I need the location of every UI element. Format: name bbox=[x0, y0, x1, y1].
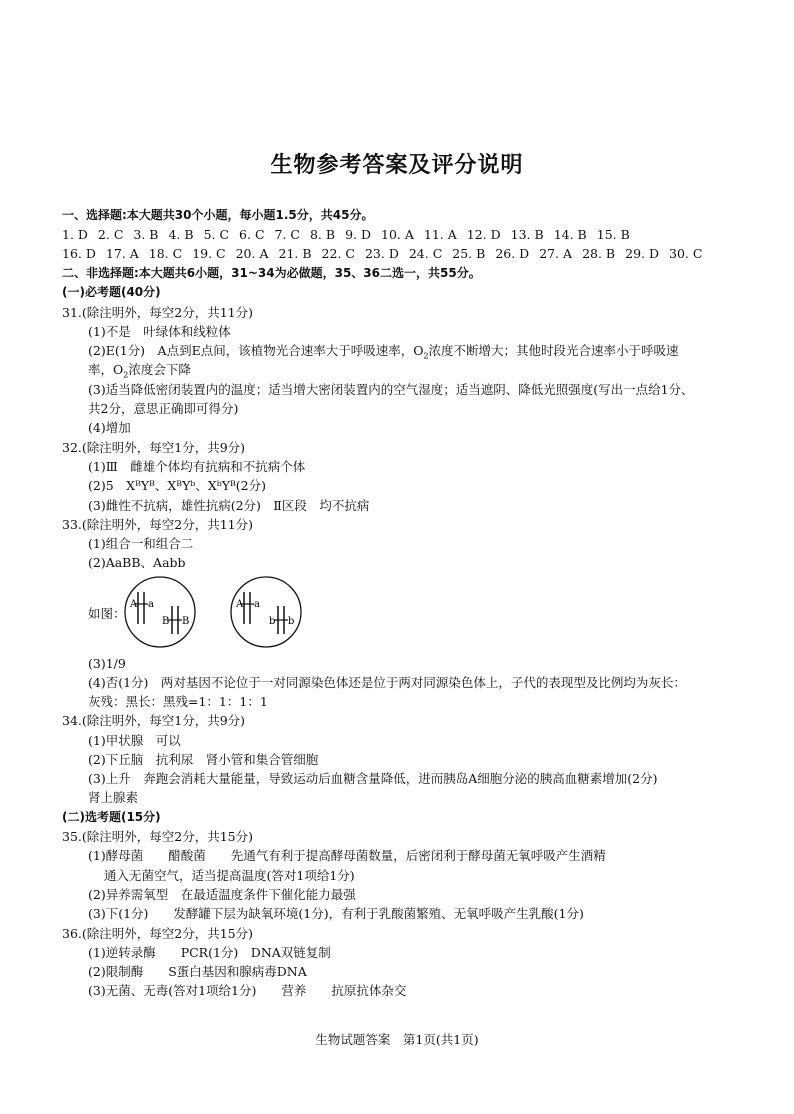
choice-answer: 13. B bbox=[510, 227, 544, 242]
q36-answer-1: (1)逆转录酶 PCR(1分) DNA双链复制 bbox=[88, 945, 331, 960]
q35-answer-1: (1)酵母菌 醋酸菌 先通气有利于提高酵母菌数量，后密闭利于酵母菌无氧呼吸产生酒精 bbox=[88, 848, 606, 863]
q31-answer-2-cont: 率，$O_2$浓度会下降 bbox=[88, 362, 191, 380]
choice-answer: 24. C bbox=[408, 246, 443, 261]
cell2-allele-b2: b bbox=[288, 616, 295, 627]
choice-answer: 26. D bbox=[495, 246, 530, 261]
q36-answer-2: (2)限制酶 S蛋白基因和腺病毒DNA bbox=[88, 964, 307, 979]
section1-heading: 一、选择题:本大题共30个小题，每小题1.5分，共45分。 bbox=[62, 208, 374, 222]
cell2-allele-a: a bbox=[254, 599, 260, 610]
choice-answer: 2. C bbox=[97, 227, 124, 242]
q33-answer-4: (4)否(1分) 两对基因不论位于一对同源染色体还是位于两对同源染色体上，子代的表现型及比例均为灰长： bbox=[88, 675, 686, 690]
q35-answer-3: (3)下(1分) 发酵罐下层为缺氧环境(1分)，有利于乳酸菌繁殖、无氧呼吸产生乳酸(1分) bbox=[88, 906, 584, 921]
choice-answer: 20. A bbox=[235, 246, 269, 261]
cell2-allele-b1: b bbox=[269, 616, 276, 627]
choice-answer: 15. B bbox=[596, 227, 630, 242]
choice-answer: 8. B bbox=[309, 227, 336, 242]
q32-answer-2: (2)5 XᴮYᴮ、XᴮYᵇ、XᵇYᴮ(2分) bbox=[88, 478, 266, 493]
cell-1 bbox=[125, 577, 195, 647]
choice-answer: 25. B bbox=[452, 246, 486, 261]
choice-answer: 23. D bbox=[364, 246, 399, 261]
q31-answer-2: (2)E(1分) A点到E点间，该植物光合速率大于呼吸速率，$O_2$浓度不断增大；其他时段光合速率小于呼吸速 bbox=[88, 343, 679, 361]
q35-head: 35.(除注明外，每空2分，共15分) bbox=[62, 829, 253, 844]
cell1-allele-B1: B bbox=[162, 616, 170, 627]
q33-answer-4-cont: 灰残：黑长：黑残=1：1：1：1 bbox=[88, 694, 268, 709]
answer-row-2 bbox=[62, 244, 712, 263]
q35-answer-2: (2)异养需氧型 在最适温度条件下催化能力最强 bbox=[88, 887, 356, 902]
q31-answer-3: (3)适当降低密闭装置内的温度；适当增大密闭装置内的空气湿度；适当遮阴、降低光照强度(写出一点给1分、 bbox=[88, 382, 694, 397]
choice-answer: 5. C bbox=[203, 227, 230, 242]
choice-answer: 22. C bbox=[321, 246, 355, 261]
q33-answer-1: (1)组合一和组合二 bbox=[88, 536, 194, 551]
choice-answer: 16. D bbox=[62, 246, 96, 261]
q36-head: 36.(除注明外，每空2分，共15分) bbox=[62, 926, 253, 941]
page-title: 生物参考答案及评分说明 bbox=[270, 153, 524, 178]
q34-answer-2: (2)下丘脑 抗利尿 肾小管和集合管细胞 bbox=[88, 752, 319, 767]
cell1-allele-B2: B bbox=[182, 616, 190, 627]
q36-answer-3: (3)无菌、无毒(答对1项给1分) 营养 抗原抗体杂交 bbox=[88, 983, 407, 998]
q31-answer-3-cont: 共2分，意思正确即可得分) bbox=[88, 401, 239, 416]
choice-answer: 28. B bbox=[582, 246, 616, 261]
choice-answer: 3. B bbox=[133, 227, 159, 242]
choice-answer: 29. D bbox=[625, 246, 659, 261]
choice-answer: 27. A bbox=[539, 246, 573, 261]
elective-heading: (二)选考题(15分) bbox=[62, 810, 161, 824]
cell2-allele-A: A bbox=[236, 599, 244, 610]
figure-label: 如图： bbox=[88, 606, 126, 621]
cell-2 bbox=[231, 577, 301, 647]
choice-answer: 17. A bbox=[105, 246, 139, 261]
q35-answer-1-cont: 通入无菌空气，适当提高温度(答对1项给1分) bbox=[104, 868, 355, 883]
answer-row-1 bbox=[62, 225, 640, 244]
choice-answer: 30. C bbox=[669, 246, 703, 261]
choice-answer: 11. A bbox=[423, 227, 457, 242]
q34-head: 34.(除注明外，每空1分，共9分) bbox=[62, 713, 246, 728]
q34-answer-1: (1)甲状腺 可以 bbox=[88, 733, 181, 748]
q32-answer-3: (3)雌性不抗病，雄性抗病(2分) Ⅱ区段 均不抗病 bbox=[88, 498, 370, 513]
section2-heading: 二、非选择题:本大题共6小题，31~34为必做题，35、36二选一，共55分。 bbox=[62, 266, 481, 280]
cell1-allele-a: a bbox=[148, 599, 154, 610]
page-footer: 生物试题答案 第1页(共1页) bbox=[315, 1032, 479, 1047]
q31-answer-4: (4)增加 bbox=[88, 420, 131, 435]
choice-answer: 4. B bbox=[168, 227, 194, 242]
q33-answer-3: (3)1/9 bbox=[88, 656, 126, 671]
q34-answer-3: (3)上升 奔跑会消耗大量能量，导致运动后血糖含量降低，进而胰岛A细胞分泌的胰高血糖素增加(2分) bbox=[88, 771, 658, 786]
q33-head: 33.(除注明外，每空2分，共11分) bbox=[62, 517, 253, 532]
choice-answer: 7. C bbox=[274, 227, 300, 242]
choice-answer: 21. B bbox=[278, 246, 312, 261]
q32-head: 32.(除注明外，每空1分，共9分) bbox=[62, 440, 246, 455]
choice-answer: 12. D bbox=[466, 227, 501, 242]
choice-answer: 9. D bbox=[345, 227, 371, 242]
choice-answer: 14. B bbox=[553, 227, 587, 242]
cell1-allele-A: A bbox=[130, 599, 138, 610]
q34-answer-3-cont: 肾上腺素 bbox=[88, 790, 139, 805]
choice-answer: 1. D bbox=[62, 227, 88, 242]
q32-answer-1: (1)Ⅲ 雌雄个体均有抗病和不抗病个体 bbox=[88, 459, 306, 474]
choice-answer: 19. C bbox=[192, 246, 226, 261]
choice-answer: 10. A bbox=[381, 227, 414, 242]
q31-answer-1: (1)不是 叶绿体和线粒体 bbox=[88, 324, 231, 339]
choice-answer: 6. C bbox=[239, 227, 265, 242]
q33-answer-2: (2)AaBB、Aabb bbox=[88, 555, 186, 570]
required-heading: (一)必考题(40分) bbox=[62, 285, 161, 299]
q31-head: 31.(除注明外，每空2分，共11分) bbox=[62, 305, 253, 320]
choice-answer: 18. C bbox=[148, 246, 183, 261]
